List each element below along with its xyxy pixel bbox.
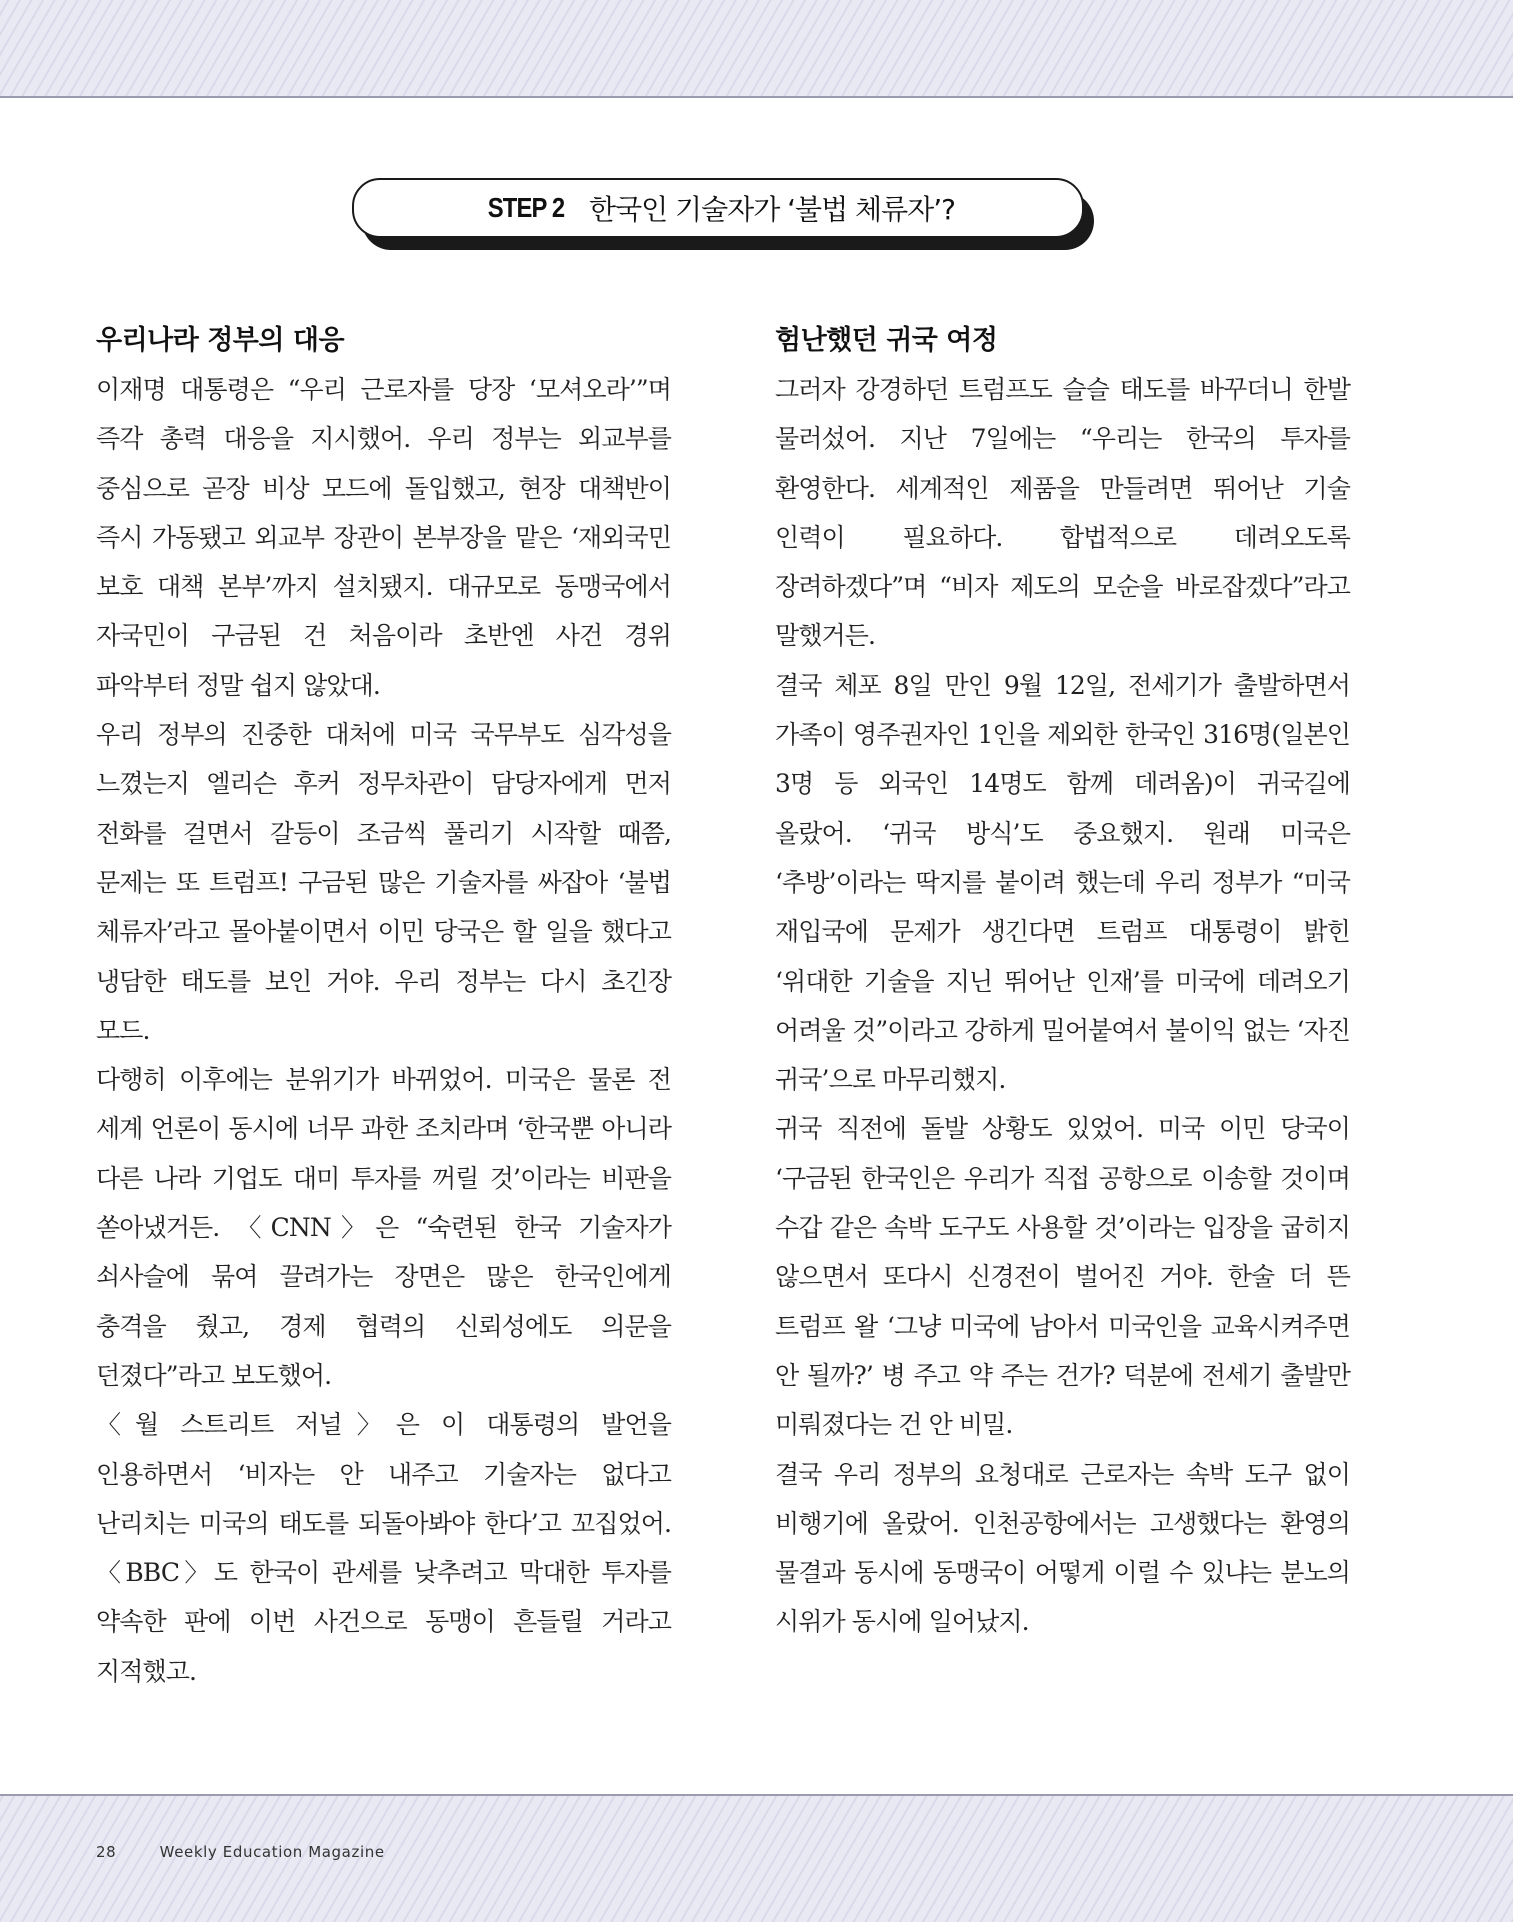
right-paragraph-3: 귀국 직전에 돌발 상황도 있었어. 미국 이민 당국이 ‘구금된 한국인은 우리가 직접 공항으로 이송할 것이며 수갑 같은 속박 도구도 사용할 것’이라는 입장을 굽히지 않으면서 또다시 신경전이 벌어진 거야. 한술 더 뜬 트럼프 왈 ‘그냥 미국에 남아서 미국인을 교육시켜주면 안 될까?’ 병 주고 약 주는 건가? 덕분에 전세기 출발만 미뤄졌다는 건 안 비밀. <box>775 1114 1350 1440</box>
left-column-heading: 우리나라 정부의 대응 <box>96 325 345 356</box>
banner-pill <box>352 178 1084 238</box>
step-label: STEP 2 <box>487 192 565 223</box>
right-paragraph-1: 그러자 강경하던 트럼프도 슬슬 태도를 바꾸더니 한발 물러섰어. 지난 7일에는 “우리는 한국의 투자를 환영한다. 세계적인 제품을 만들려면 뛰어난 기술 인력이 필요하다. 합법적으로 데려오도록 장려하겠다”며 “비자 제도의 모순을 바로잡겠다”라고 말했거든. <box>775 375 1350 651</box>
magazine-name: Weekly Education Magazine <box>159 1843 385 1861</box>
right-paragraph-4: 결국 우리 정부의 요청대로 근로자는 속박 도구 없이 비행기에 올랐어. 인천공항에서는 고생했다는 환영의 물결과 동시에 동맹국이 어떻게 이럴 수 있냐는 분노의 시위가 동시에 일어났지. <box>775 1459 1350 1637</box>
left-paragraph-2: 우리 정부의 진중한 대처에 미국 국무부도 심각성을 느꼈는지 엘리슨 후커 정무차관이 담당자에게 먼저 전화를 걸면서 갈등이 조금씩 풀리기 시작할 때쯤, 문제는 또 트럼프! 구금된 많은 기술자를 싸잡아 ‘불법 체류자’라고 몰아붙이면서 이민 당국은 할 일을 했다고 냉담한 태도를 보인 거야. 우리 정부는 다시 초긴장 모드. <box>96 720 671 1045</box>
right-paragraph-2: 결국 체포 8일 만인 9월 12일, 전세기가 출발하면서 가족이 영주권자인 1인을 제외한 한국인 316명(일본인 3명 등 외국인 14명도 함께 데려옴)이 귀국길에 올랐어. ‘귀국 방식’도 중요했지. 원래 미국은 ‘추방’이라는 딱지를 붙이려 했는데 우리 정부가 “미국 재입국에 문제가 생긴다면 트럼프 대통령이 밝힌 ‘위대한 기술을 지닌 뛰어난 인재’를 미국에 데려오기 어려울 것”이라고 강하게 밀어붙여서 불이익 없는 ‘자진 귀국’으로 마무리했지. <box>775 670 1350 1095</box>
right-column <box>775 316 1350 1647</box>
page-number: 28 <box>96 1843 117 1861</box>
left-paragraph-3: 다행히 이후에는 분위기가 바뀌었어. 미국은 물론 전 세계 언론이 동시에 너무 과한 조치라며 ‘한국뿐 아니라 다른 나라 기업도 대미 투자를 꺼릴 것’이라는 비판을 쏟아냈거든. 〈CNN〉은 “숙련된 한국 기술자가 쇠사슬에 묶여 끌려가는 장면은 많은 한국인에게 충격을 줬고, 경제 협력의 신뢰성에도 의문을 던졌다”라고 보도했어. <box>96 1065 671 1390</box>
left-paragraph-1: 이재명 대통령은 “우리 근로자를 당장 ‘모셔오라’”며 즉각 총력 대응을 지시했어. 우리 정부는 외교부를 중심으로 곧장 비상 모드에 돌입했고, 현장 대책반이 즉시 가동됐고 외교부 장관이 본부장을 맡은 ‘재외국민 보호 대책 본부’까지 설치됐지. 대규모로 동맹국에서 자국민이 구금된 건 처음이라 초반엔 사건 경위 파악부터 정말 쉽지 않았대. <box>96 375 671 700</box>
left-column <box>96 316 671 1696</box>
step-title: 한국인 기술자가 ‘불법 체류자’? <box>589 193 955 226</box>
left-paragraph-4: 〈월 스트리트 저널〉은 이 대통령의 발언을 인용하면서 ‘비자는 안 내주고 기술자는 없다고 난리치는 미국의 태도를 되돌아봐야 한다’고 꼬집었어. 〈BBC〉도 한국이 관세를 낮추려고 막대한 투자를 약속한 판에 이번 사건으로 동맹이 흔들릴 거라고 지적했고. <box>96 1410 671 1686</box>
section-title-banner <box>352 178 1094 250</box>
right-column-heading: 험난했던 귀국 여정 <box>775 325 998 356</box>
page-footer <box>96 1843 385 1861</box>
top-stripe-band <box>0 0 1513 98</box>
